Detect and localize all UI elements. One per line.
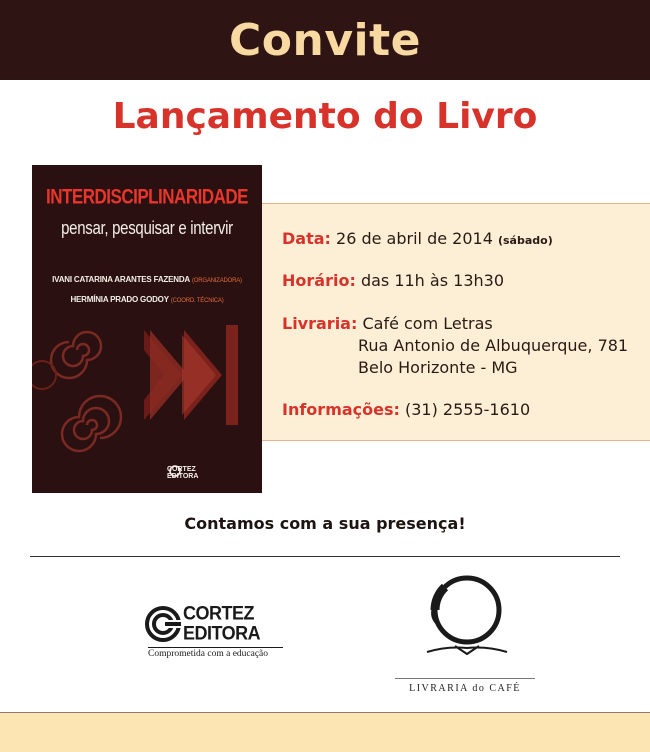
cafe-cup-ring-icon: [417, 570, 513, 660]
header-banner: [0, 0, 650, 80]
book-title: INTERDISCIPLINARIDADE: [45, 184, 248, 209]
book-author-1: [32, 275, 262, 284]
event-contact: [282, 399, 530, 421]
footer-band: [0, 712, 650, 752]
arrow-bar: [226, 325, 238, 425]
event-time: [282, 270, 504, 292]
invitation-title: Convite: [229, 14, 421, 66]
contact-phone: (31) 2555-1610: [405, 400, 531, 419]
cortez-tagline: Comprometida com a educação: [148, 647, 283, 659]
author-role: (COORD. TÉCNICA): [170, 298, 224, 304]
venue-city: Belo Horizonte - MG: [358, 358, 518, 377]
date-label: Data:: [282, 229, 331, 248]
livraria-do-cafe-logo: [395, 570, 535, 700]
event-date: [282, 228, 553, 252]
arrow-shape-4: [182, 335, 216, 415]
book-launch-headline: Lançamento do Livro: [112, 96, 538, 137]
date-value: 26 de abril de 2014: [336, 229, 493, 248]
author-role: (ORGANIZADORA): [191, 278, 242, 284]
time-value: das 11h às 13h30: [360, 271, 504, 290]
spiral-1: [51, 332, 101, 378]
book-author-2: [32, 295, 262, 304]
spiral-3: [32, 361, 56, 389]
cover-publisher-line2: EDITORA: [167, 473, 199, 480]
contact-label: Informações:: [282, 400, 400, 419]
author-name: IVANI CATARINA ARANTES FAZENDA: [52, 275, 190, 284]
spiral-2: [62, 396, 121, 451]
cortez-editora-logo: [145, 603, 285, 663]
venue-street: Rua Antonio de Albuquerque, 781: [358, 336, 629, 355]
cover-publisher-line1: CORTEZ: [167, 466, 196, 473]
event-info-box: [262, 203, 650, 441]
cafe-logo-rule: [395, 678, 535, 679]
cortez-logo-icon: [145, 605, 181, 643]
cover-artwork: [32, 305, 262, 493]
cortez-logo-line2: EDITORA: [183, 621, 261, 644]
divider: [30, 556, 620, 557]
venue-name: Café com Letras: [362, 314, 493, 333]
author-name: HERMÍNIA PRADO GODOY: [70, 295, 169, 304]
date-weekday: (sábado): [497, 234, 553, 247]
venue-label: Livraria:: [282, 314, 358, 333]
book-cover: [32, 165, 262, 493]
event-venue: [282, 313, 628, 379]
closing-message: Contamos com a sua presença!: [184, 514, 466, 533]
time-label: Horário:: [282, 271, 356, 290]
cafe-logo-text: LIVRARIA do CAFÉ: [409, 683, 521, 694]
book-subtitle: pensar, pesquisar e intervir: [61, 218, 233, 239]
cortez-logo-line1: CORTEZ: [183, 601, 254, 624]
cover-publisher: [167, 466, 198, 480]
